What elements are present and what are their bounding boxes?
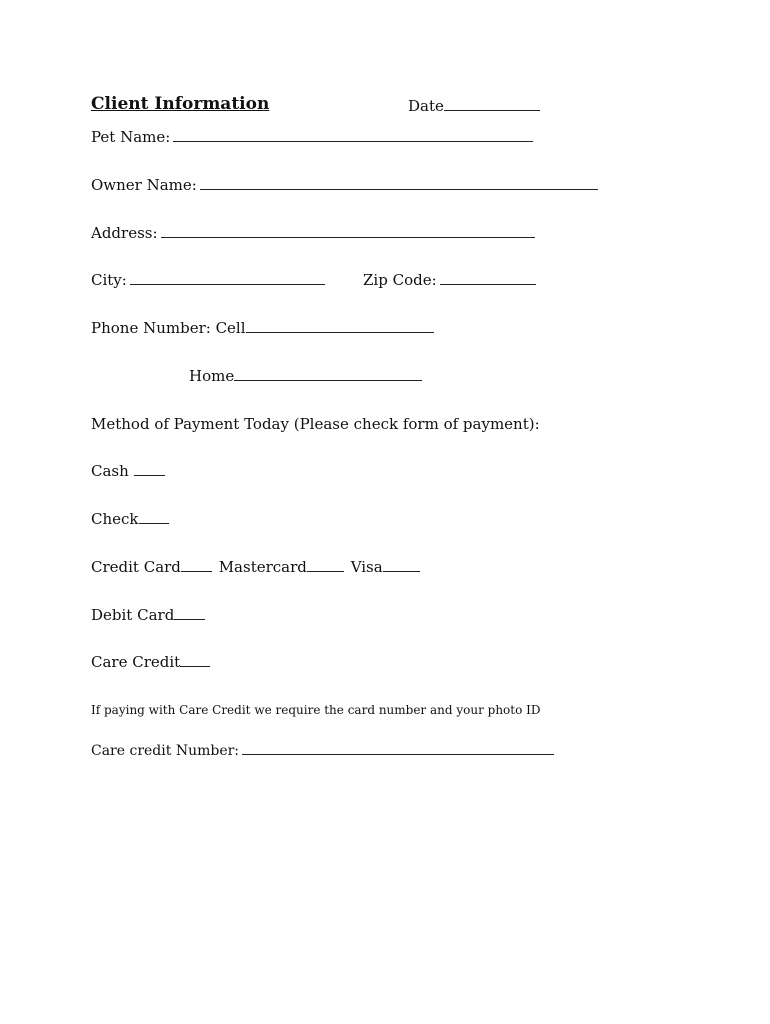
phone-cell-field[interactable] bbox=[246, 319, 434, 333]
cash-checkbox-line[interactable] bbox=[134, 462, 165, 476]
zip-field[interactable] bbox=[440, 271, 536, 285]
debit-card-label: Debit Card bbox=[91, 606, 175, 624]
care-credit-number-row bbox=[91, 741, 554, 761]
credit-card-checkbox-line[interactable] bbox=[181, 558, 212, 572]
form-title: Client Information bbox=[91, 94, 270, 114]
date-label: Date bbox=[408, 97, 444, 115]
mastercard-checkbox-line[interactable] bbox=[307, 558, 344, 572]
care-credit-label: Care Credit bbox=[91, 653, 181, 671]
check-checkbox-line[interactable] bbox=[139, 510, 169, 524]
date-row bbox=[408, 96, 540, 116]
date-field[interactable] bbox=[444, 97, 540, 111]
care-credit-number-field[interactable] bbox=[242, 741, 554, 755]
care-credit-note: If paying with Care Credit we require the card number and your photo ID bbox=[91, 703, 541, 717]
visa-label: Visa bbox=[350, 558, 383, 576]
pet-name-row bbox=[91, 127, 533, 147]
phone-cell-label: Phone Number: Cell bbox=[91, 319, 246, 337]
city-row bbox=[91, 270, 325, 290]
care-credit-checkbox-line[interactable] bbox=[180, 653, 210, 667]
credit-card-row bbox=[91, 557, 420, 577]
pet-name-field[interactable] bbox=[173, 128, 533, 142]
phone-home-field[interactable] bbox=[234, 367, 422, 381]
address-row bbox=[91, 223, 535, 243]
owner-name-field[interactable] bbox=[200, 176, 598, 190]
check-label: Check bbox=[91, 510, 139, 528]
visa-checkbox-line[interactable] bbox=[383, 558, 420, 572]
owner-name-label: Owner Name: bbox=[91, 176, 197, 194]
care-credit-note-row bbox=[91, 700, 541, 720]
payment-heading: Method of Payment Today (Please check form of payment): bbox=[91, 415, 540, 433]
title-row bbox=[91, 94, 269, 114]
mastercard-label: Mastercard bbox=[218, 558, 307, 576]
address-field[interactable] bbox=[161, 224, 535, 238]
address-label: Address: bbox=[91, 224, 158, 242]
city-label: City: bbox=[91, 271, 127, 289]
owner-name-row bbox=[91, 175, 598, 195]
phone-home-label: Home bbox=[189, 367, 235, 385]
debit-card-checkbox-line[interactable] bbox=[174, 606, 205, 620]
credit-card-label: Credit Card bbox=[91, 558, 181, 576]
zip-row bbox=[363, 270, 536, 290]
city-field[interactable] bbox=[130, 271, 325, 285]
care-credit-number-label: Care credit Number: bbox=[91, 743, 240, 759]
debit-card-row bbox=[91, 605, 205, 625]
cash-row bbox=[91, 461, 165, 481]
pet-name-label: Pet Name: bbox=[91, 128, 171, 146]
zip-label: Zip Code: bbox=[363, 271, 437, 289]
care-credit-row bbox=[91, 652, 210, 672]
phone-home-row bbox=[189, 366, 422, 386]
payment-heading-row bbox=[91, 414, 540, 434]
phone-cell-row bbox=[91, 318, 434, 338]
check-row bbox=[91, 509, 169, 529]
cash-label: Cash bbox=[91, 462, 129, 480]
